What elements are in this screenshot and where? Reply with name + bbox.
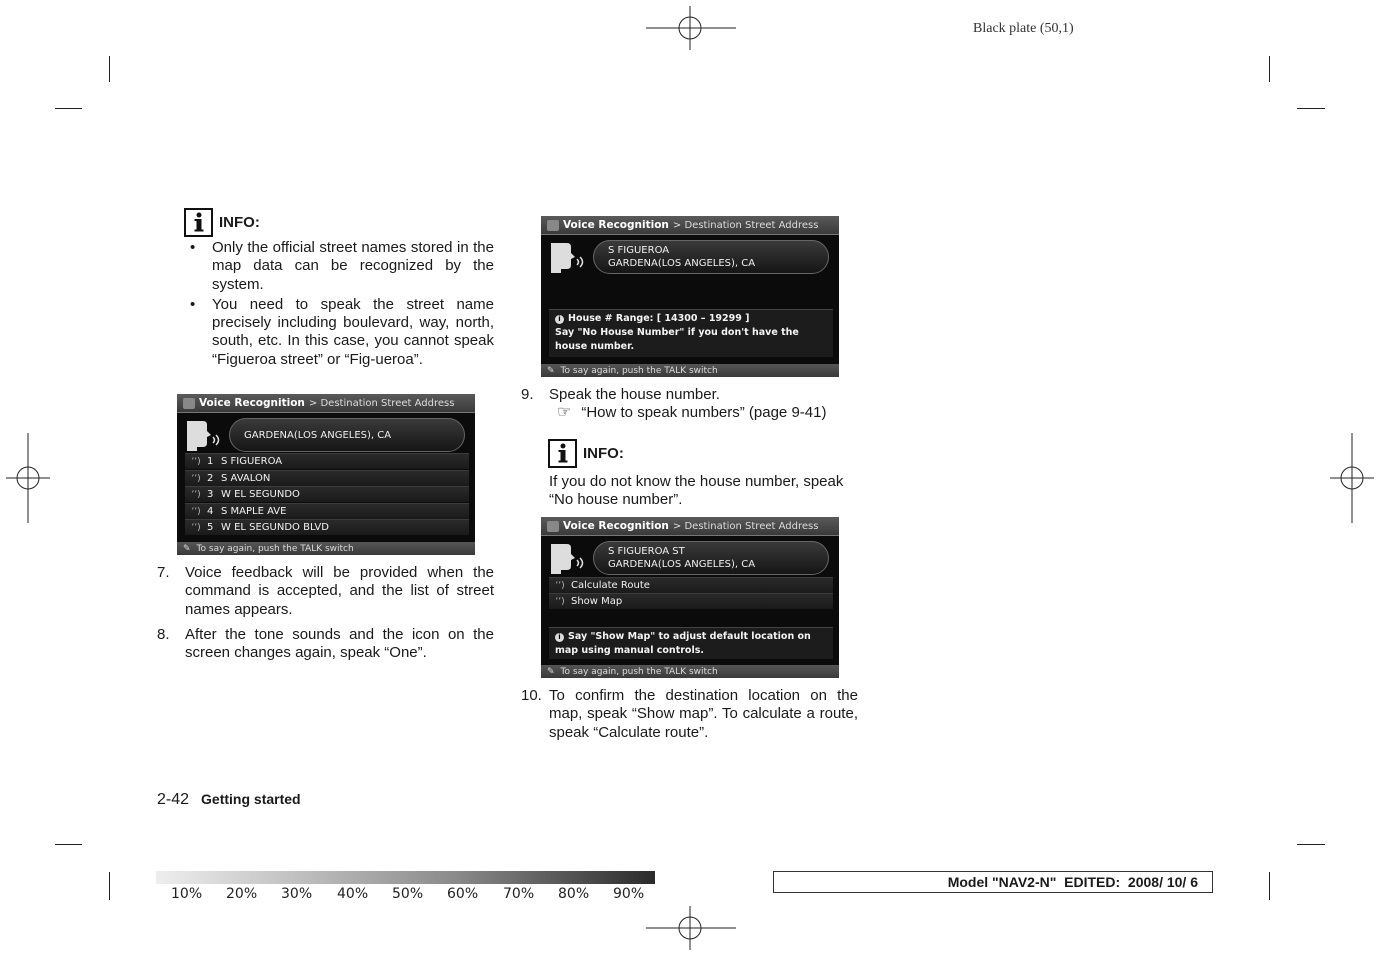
trim-mark <box>1297 844 1325 845</box>
grayscale-calibration-bar <box>156 871 655 884</box>
show-map-message: i Say "Show Map" to adjust default location on map using manual controls. <box>549 627 833 659</box>
info-label: INFO: <box>219 214 260 231</box>
screen-header <box>547 539 833 577</box>
percent-label: 80% <box>558 886 590 902</box>
list-item: • You need to speak the street name precisely including boulevard, way, north, south, etc. In this case, you cannot speak “Figueroa street” or “Fig-ueroa”. <box>190 295 494 368</box>
cross-reference-link[interactable]: “How to speak numbers” (page 9-41) <box>581 404 827 422</box>
screen-titlebar: Voice Recognition > Destination Street Address <box>541 216 839 235</box>
screen-titlebar: Voice Recognition > Destination Street Address <box>177 394 475 413</box>
info-label: INFO: <box>583 445 624 462</box>
info-circle-icon: i <box>555 315 564 324</box>
mic-icon: ʼʼ) <box>555 596 565 607</box>
percent-label: 90% <box>613 886 645 902</box>
speaking-head-icon <box>183 417 223 453</box>
screen-street-list <box>177 394 475 555</box>
registration-mark-left <box>6 433 50 523</box>
show-map-option[interactable]: ʼʼ) Show Map <box>549 593 833 609</box>
trim-mark <box>109 872 110 900</box>
talk-switch-icon: ✎ <box>183 543 191 554</box>
trim-mark <box>1297 108 1325 109</box>
percent-label: 10% <box>171 886 203 902</box>
list-item[interactable]: ʼʼ) 2 S AVALON <box>185 470 469 486</box>
info-icon <box>184 208 213 237</box>
registration-mark-right <box>1330 433 1374 523</box>
bullet-icon: • <box>190 295 196 313</box>
model-line: Model "NAV2-N" EDITED: 2008/ 10/ 6 <box>947 874 1198 890</box>
calculate-route-option[interactable]: ʼʼ) Calculate Route <box>549 577 833 593</box>
mic-icon: ʼʼ) <box>191 522 201 533</box>
section-title: Getting started <box>201 791 301 807</box>
mic-icon: ʼʼ) <box>191 489 201 500</box>
step-8: 8. After the tone sounds and the icon on the screen changes again, speak “One”. <box>157 626 494 662</box>
trim-mark <box>55 844 82 845</box>
registration-mark-bottom <box>646 906 736 950</box>
voice-icon <box>547 521 559 532</box>
step-7: 7. Voice feedback will be provided when the command is accepted, and the list of street names appears. <box>157 564 494 618</box>
step-9: 9. Speak the house number. ☞ “How to speak numbers” (page 9-41) <box>521 386 827 422</box>
screen-header <box>183 416 469 454</box>
page-number: 2-42 <box>157 791 190 808</box>
screen-footer: ✎ To say again, push the TALK switch <box>541 364 839 377</box>
screen-show-map <box>541 517 839 678</box>
list-item[interactable]: ʼʼ) 5 W EL SEGUNDO BLVD <box>185 519 469 535</box>
address-pill: GARDENA(LOS ANGELES), CA <box>229 418 465 452</box>
info-bullet-list <box>184 239 494 369</box>
step-10: 10. To confirm the destination location on the map, speak “Show map”. To calculate a route, speak “Calculate route”. <box>521 687 858 741</box>
voice-icon <box>183 398 195 409</box>
speaking-head-icon <box>547 239 587 275</box>
info-heading <box>548 439 624 468</box>
trim-mark <box>109 56 110 82</box>
address-pill: S FIGUEROA GARDENA(LOS ANGELES), CA <box>593 240 829 274</box>
list-item[interactable]: ʼʼ) 1 S FIGUEROA <box>185 453 469 469</box>
bullet-icon: • <box>190 239 196 256</box>
mic-icon: ʼʼ) <box>555 580 565 591</box>
percent-label: 30% <box>281 886 313 902</box>
percent-label: 60% <box>447 886 479 902</box>
screen-titlebar: Voice Recognition > Destination Street Address <box>541 517 839 536</box>
list-item[interactable]: ʼʼ) 4 S MAPLE AVE <box>185 503 469 519</box>
talk-switch-icon: ✎ <box>547 666 555 677</box>
screen-footer: ✎ To say again, push the TALK switch <box>541 665 839 678</box>
talk-switch-icon: ✎ <box>547 365 555 376</box>
list-item[interactable]: ʼʼ) 3 W EL SEGUNDO <box>185 486 469 502</box>
percent-label: 70% <box>503 886 535 902</box>
mic-icon: ʼʼ) <box>191 506 201 517</box>
percent-label: 50% <box>392 886 424 902</box>
house-range-message: i House # Range: [ 14300 – 19299 ] Say "No House Number" if you don't have the house number. <box>549 309 833 357</box>
mic-icon: ʼʼ) <box>191 456 201 467</box>
model-edited-box <box>773 871 1213 893</box>
registration-mark-top <box>646 6 736 50</box>
info-heading <box>184 208 260 237</box>
percent-label: 20% <box>226 886 258 902</box>
info-circle-icon: i <box>555 633 564 642</box>
info-icon <box>548 439 577 468</box>
page-footer <box>157 791 301 809</box>
list-item: • Only the official street names stored in the map data can be recognized by the system. <box>190 239 494 293</box>
screen-footer: ✎ To say again, push the TALK switch <box>177 542 475 555</box>
screen-header <box>547 238 833 276</box>
trim-mark <box>1269 872 1270 900</box>
percent-label: 40% <box>337 886 369 902</box>
pointing-hand-icon: ☞ <box>557 404 572 422</box>
speaking-head-icon <box>547 540 587 576</box>
plate-label: Black plate (50,1) <box>973 21 1074 36</box>
screen-house-range <box>541 216 839 377</box>
info-text: If you do not know the house number, speak “No house number”. <box>549 473 844 509</box>
mic-icon: ʼʼ) <box>191 473 201 484</box>
address-pill: S FIGUEROA ST GARDENA(LOS ANGELES), CA <box>593 541 829 575</box>
trim-mark <box>1269 56 1270 82</box>
voice-icon <box>547 220 559 231</box>
trim-mark <box>55 108 82 109</box>
